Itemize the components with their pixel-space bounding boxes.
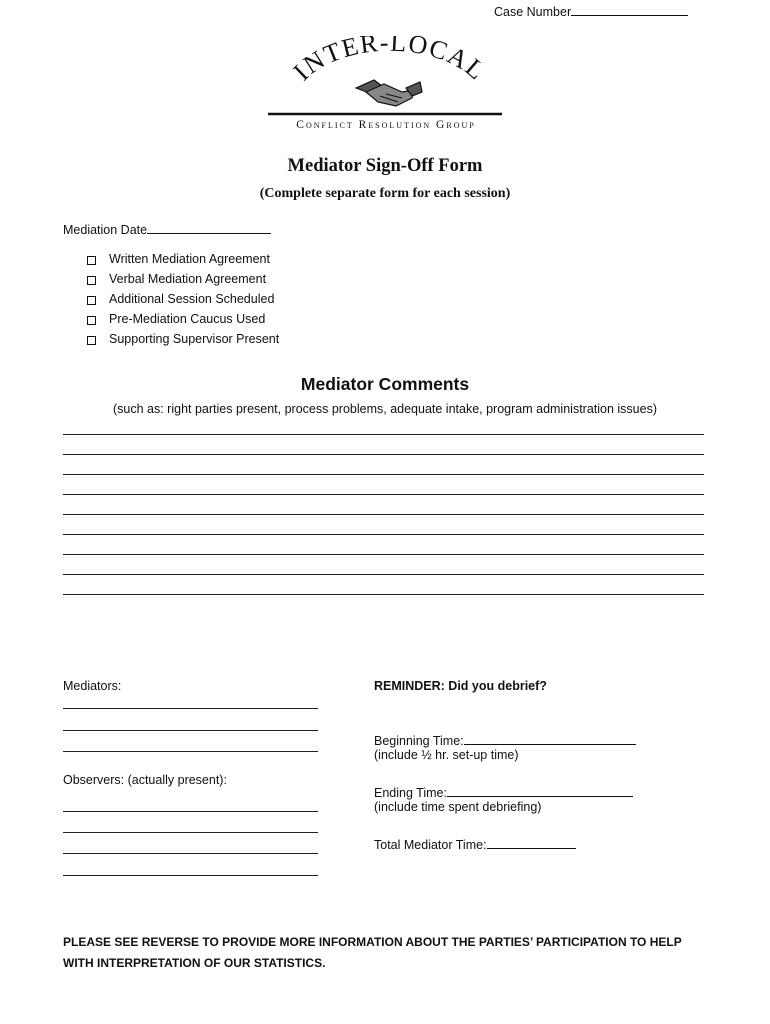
comment-line[interactable] [63,574,704,575]
mediators-label: Mediators: [63,679,122,693]
mediator-signature-line[interactable] [63,751,318,752]
checklist-item-label: Supporting Supervisor Present [109,332,280,346]
checkbox-verbal-agreement[interactable] [87,276,96,285]
checklist-item-label: Pre-Mediation Caucus Used [109,312,266,326]
comment-line[interactable] [63,594,704,595]
observer-signature-line[interactable] [63,832,318,833]
footer-note: PLEASE SEE REVERSE TO PROVIDE MORE INFORMATION ABOUT THE PARTIES’ PARTICIPATION TO HELP WITH INTERPRETATION OF OUR STATISTICS. [63,935,682,970]
comment-line[interactable] [63,474,704,475]
ending-time-line[interactable] [447,783,633,797]
case-number-line[interactable] [571,2,688,16]
total-time-label: Total Mediator Time: [374,838,487,852]
comment-line[interactable] [63,514,704,515]
mediator-signature-line[interactable] [63,730,318,731]
observers-label: Observers: (actually present): [63,773,227,787]
case-number-field[interactable] [494,2,688,19]
observer-signature-line[interactable] [63,853,318,854]
comment-line[interactable] [63,554,704,555]
total-time-line[interactable] [487,835,576,849]
beginning-time-note: (include ½ hr. set-up time) [374,748,519,762]
checklist-item-label: Additional Session Scheduled [109,292,275,306]
checkbox-additional-session[interactable] [87,296,96,305]
comment-line[interactable] [63,454,704,455]
checkbox-written-agreement[interactable] [87,256,96,265]
debrief-reminder: REMINDER: Did you debrief? [374,679,547,693]
mediation-date-field[interactable] [63,220,271,237]
mediation-date-line[interactable] [147,220,271,234]
logo-subtitle: Conflict Resolution Group [296,119,476,131]
form-subtitle: (Complete separate form for each session) [259,186,511,201]
comments-hint: (such as: right parties present, process problems, adequate intake, program administration issues) [112,402,657,416]
comment-line[interactable] [63,434,704,435]
beginning-time-field[interactable] [374,731,636,748]
ending-time-field[interactable] [374,783,633,800]
mediator-signature-line[interactable] [63,708,318,709]
beginning-time-label: Beginning Time: [374,734,464,748]
observer-signature-line[interactable] [63,811,318,812]
form-title: Mediator Sign-Off Form [287,156,483,176]
case-number-label: Case Number [494,5,572,19]
checklist-item-label: Verbal Mediation Agreement [109,272,267,286]
observer-signature-line[interactable] [63,875,318,876]
total-time-field[interactable] [374,835,576,852]
handshake-icon [356,80,422,106]
checklist-item-label: Written Mediation Agreement [109,252,270,266]
beginning-time-line[interactable] [464,731,636,745]
comment-line[interactable] [63,534,704,535]
comments-heading: Mediator Comments [300,374,470,394]
logo [262,36,506,136]
mediation-date-label: Mediation Date [63,223,148,237]
ending-time-label: Ending Time: [374,786,447,800]
checkbox-supervisor-present[interactable] [87,336,96,345]
comment-line[interactable] [63,494,704,495]
ending-time-note: (include time spent debriefing) [374,800,542,814]
checkbox-pre-mediation-caucus[interactable] [87,316,96,325]
logo-arc-text: INTER-LOCAL [287,36,492,87]
